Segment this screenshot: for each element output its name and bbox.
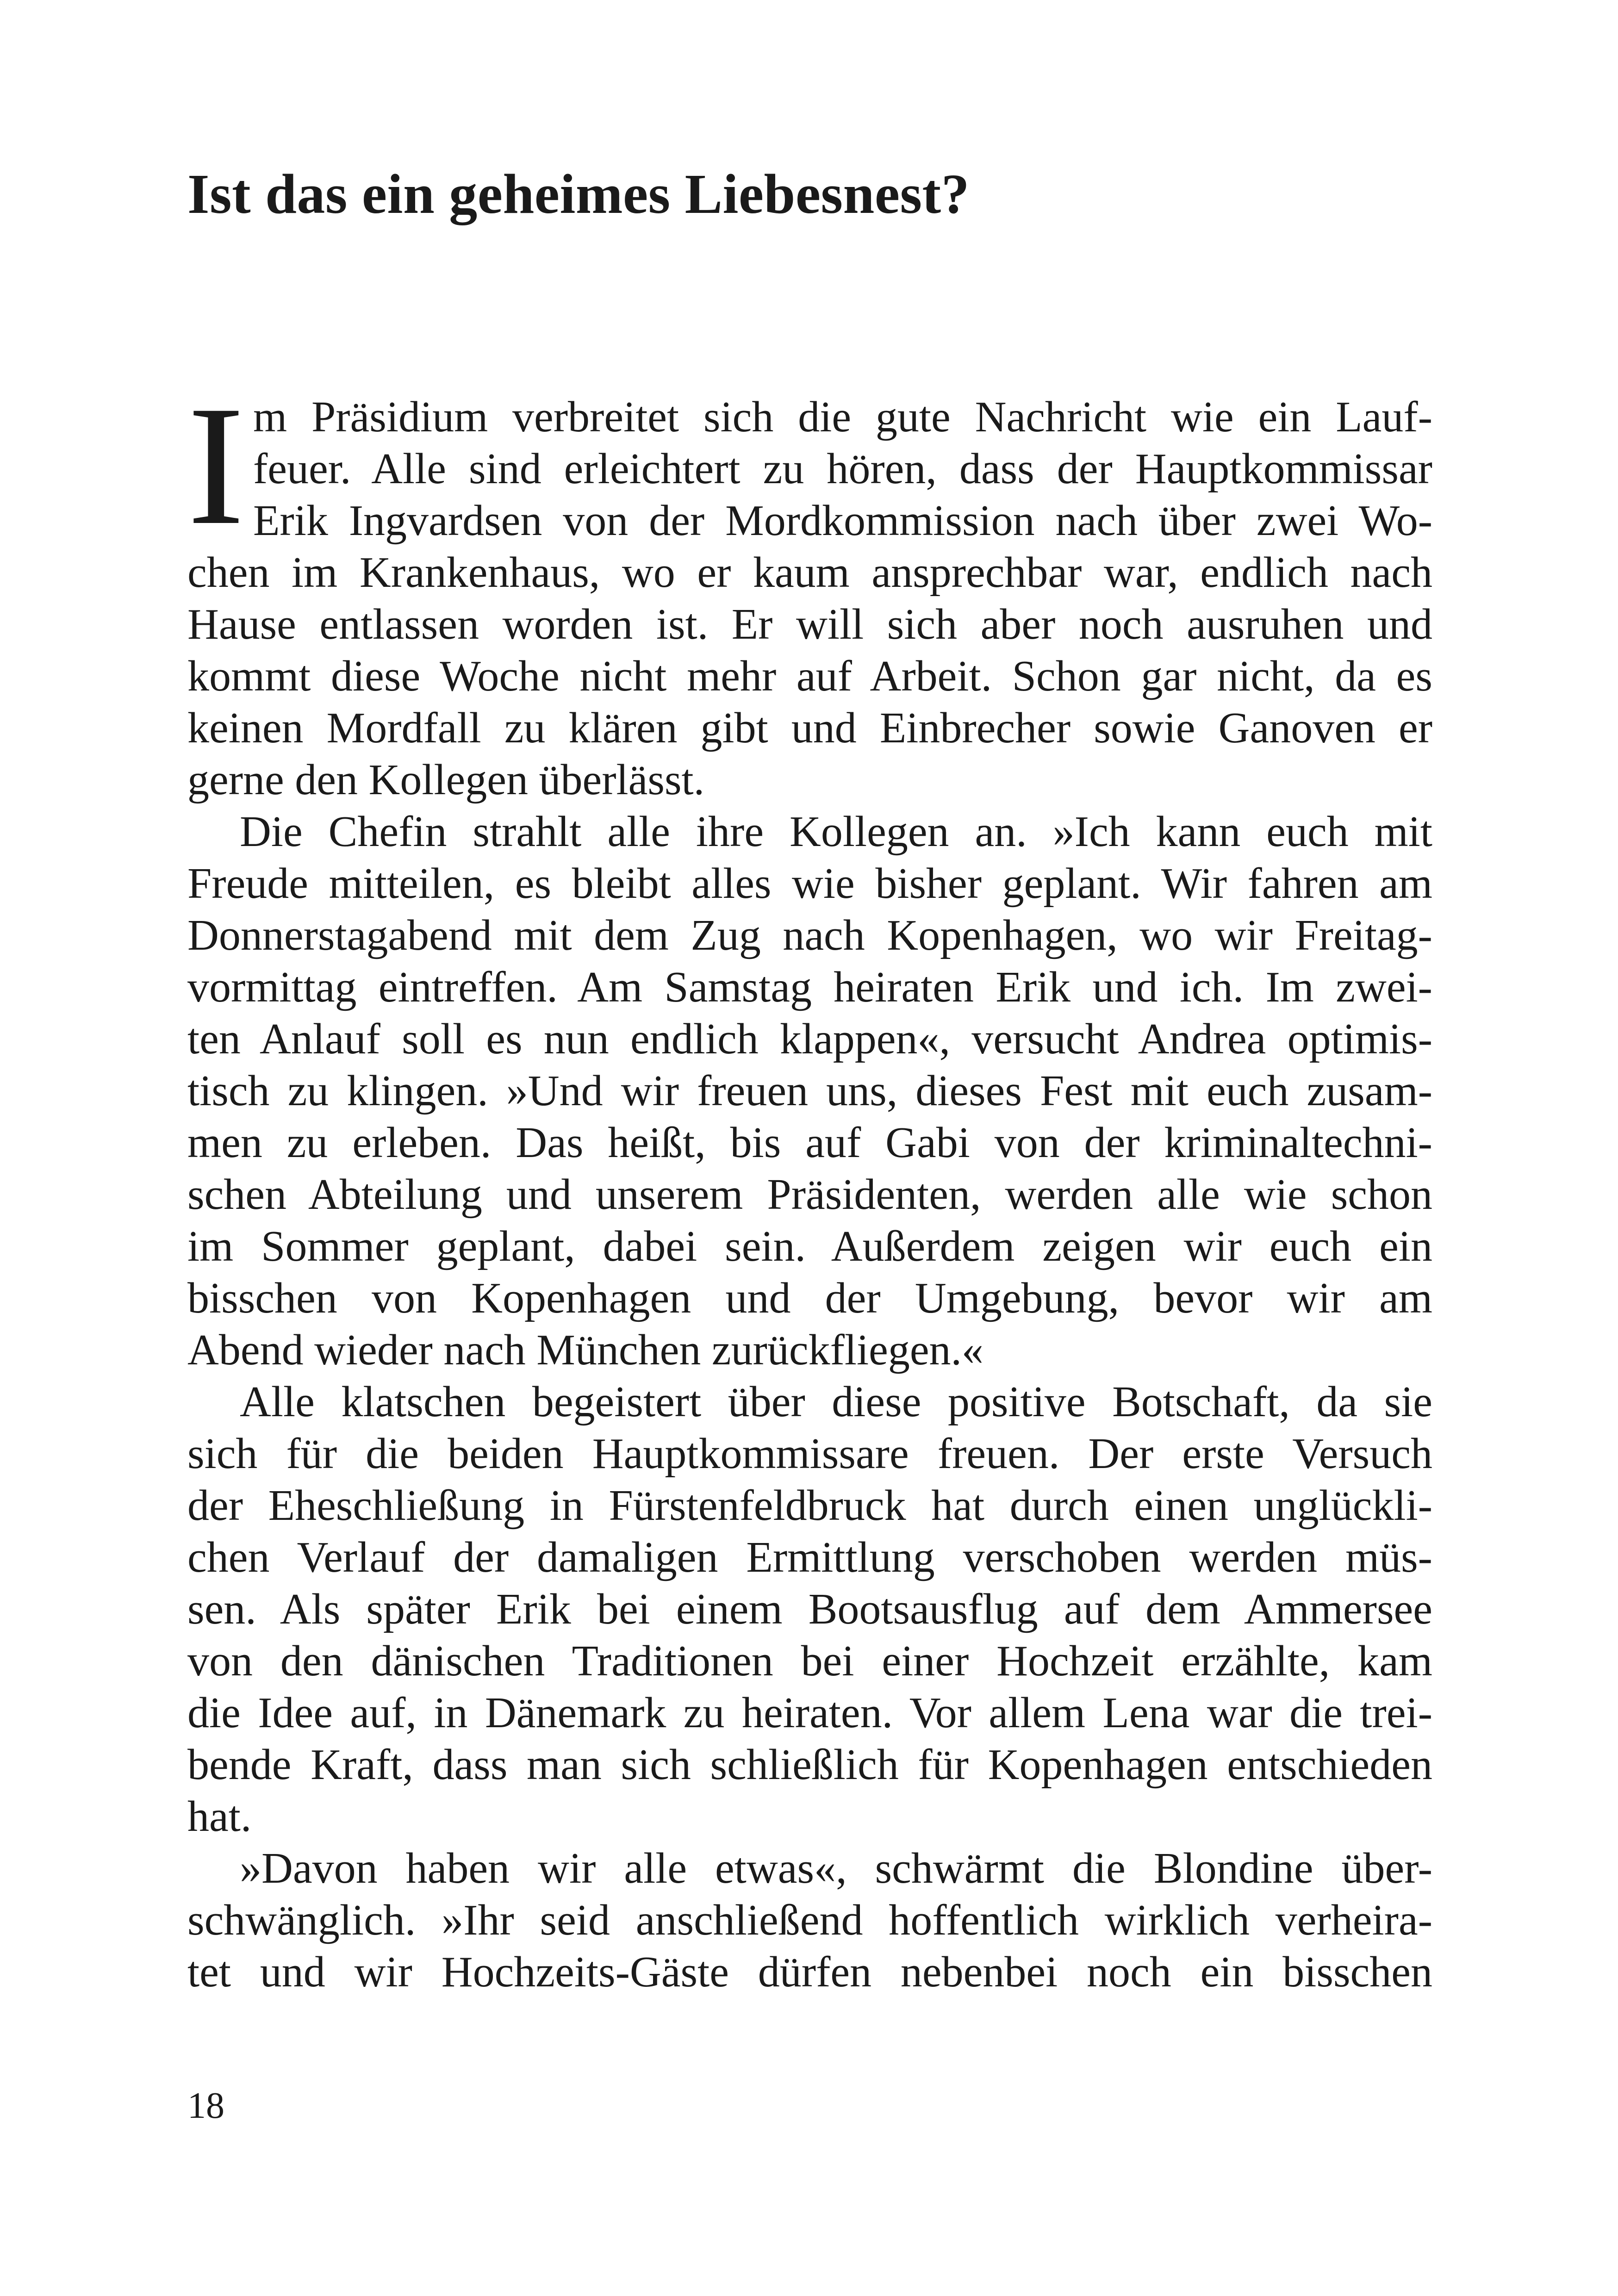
text-line: chen Verlauf der damaligen Ermittlung verschoben werden müs- <box>187 1533 1432 1581</box>
text-line: schen Abteilung und unserem Präsidenten, werden alle wie schon <box>187 1170 1432 1219</box>
text-line: hat. <box>187 1792 252 1841</box>
text-line: Donnerstagabend mit dem Zug nach Kopenhagen, wo wir Freitag- <box>187 911 1432 959</box>
text-line: Die Chefin strahlt alle ihre Kollegen an. »Ich kann euch mit <box>240 808 1432 856</box>
text-line: Freude mitteilen, es bleibt alles wie bisher geplant. Wir fahren am <box>187 859 1432 908</box>
text-line: m Präsidium verbreitet sich die gute Nachricht wie ein Lauf- <box>253 393 1432 441</box>
text-line: keinen Mordfall zu klären gibt und Einbrecher sowie Ganoven er <box>187 704 1432 752</box>
text-line: tet und wir Hochzeits-Gäste dürfen nebenbei noch ein bisschen <box>187 1948 1432 1996</box>
text-line: feuer. Alle sind erleichtert zu hören, dass der Hauptkommissar <box>253 445 1432 493</box>
text-line: Abend wieder nach München zurückfliegen.« <box>187 1326 984 1374</box>
text-line: chen im Krankenhaus, wo er kaum ansprechbar war, endlich nach <box>187 548 1432 597</box>
text-line: die Idee auf, in Dänemark zu heiraten. Vor allem Lena war die trei- <box>187 1689 1432 1737</box>
text-line: gerne den Kollegen überlässt. <box>187 756 705 804</box>
text-line: tisch zu klingen. »Und wir freuen uns, dieses Fest mit euch zusam- <box>187 1067 1432 1115</box>
text-line: sich für die beiden Hauptkommissare freuen. Der erste Versuch <box>187 1430 1432 1478</box>
text-line: von den dänischen Traditionen bei einer Hochzeit erzählte, kam <box>187 1637 1432 1685</box>
text-line: Alle klatschen begeistert über diese positive Botschaft, da sie <box>240 1378 1432 1426</box>
drop-cap: I <box>187 394 245 547</box>
text-line: vormittag eintreffen. Am Samstag heiraten Erik und ich. Im zwei- <box>187 963 1432 1011</box>
text-line: im Sommer geplant, dabei sein. Außerdem zeigen wir euch ein <box>187 1222 1432 1270</box>
text-line: kommt diese Woche nicht mehr auf Arbeit. Schon gar nicht, da es <box>187 652 1432 700</box>
text-line: sen. Als später Erik bei einem Bootsausflug auf dem Ammersee <box>187 1585 1432 1633</box>
chapter-title: Ist das ein geheimes Liebesnest? <box>187 163 970 225</box>
text-line: Hause entlassen worden ist. Er will sich aber noch ausruhen und <box>187 600 1432 648</box>
text-line: schwänglich. »Ihr seid anschließend hoffentlich wirklich verheira- <box>187 1896 1432 1944</box>
page-number: 18 <box>187 2085 224 2126</box>
text-line: der Eheschließung in Fürstenfeldbruck hat durch einen unglückli- <box>187 1481 1432 1530</box>
text-line: ten Anlauf soll es nun endlich klappen«, versucht Andrea optimis- <box>187 1015 1432 1063</box>
text-line: Erik Ingvardsen von der Mordkommission nach über zwei Wo- <box>253 497 1432 545</box>
text-line: bisschen von Kopenhagen und der Umgebung, bevor wir am <box>187 1274 1432 1322</box>
body-text <box>187 391 1432 1998</box>
text-line: »Davon haben wir alle etwas«, schwärmt die Blondine über- <box>240 1844 1432 1892</box>
text-line: men zu erleben. Das heißt, bis auf Gabi von der kriminaltechni- <box>187 1119 1432 1167</box>
text-line: bende Kraft, dass man sich schließlich für Kopenhagen entschieden <box>187 1741 1432 1789</box>
